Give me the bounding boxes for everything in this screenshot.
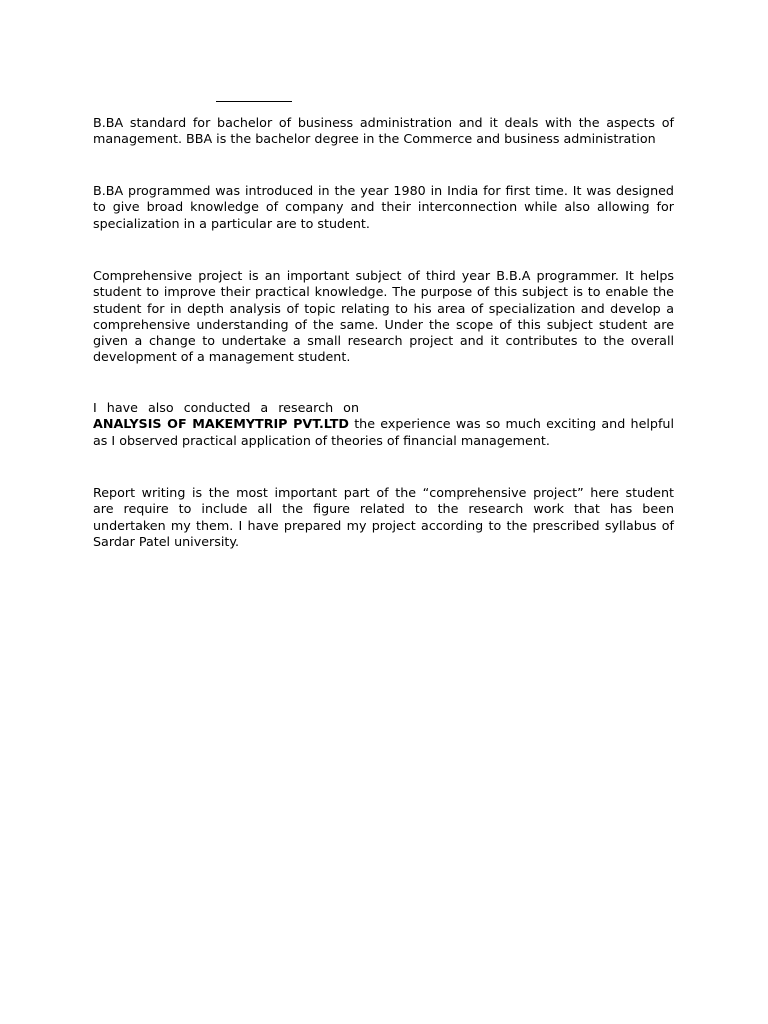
text-line: Comprehensive project is an important subject of third year B.B.A programmer. It helps [93,268,674,283]
research-title: ANALYSIS OF MAKEMYTRIP PVT.LTD [93,416,349,432]
text-line [93,416,674,432]
text-line: undertaken my them. I have prepared my project according to the prescribed syllabus of [93,517,674,533]
text-line: comprehensive understanding of the same. Under the scope of this subject student are [93,316,674,332]
text-line: student for in depth analysis of topic relating to his area of specialization and develop a [93,300,674,316]
text-line: Sardar Patel university. [93,533,240,549]
text-line: I have also conducted a research on [93,400,359,415]
text-run: the experience was so much exciting and helpful [348,416,674,432]
text-line: specialization in a particular are to student. [93,215,370,231]
paragraph-bba-definition [93,115,674,148]
text-line: B.BA standard for bachelor of business administration and it deals with the aspects of [93,115,674,130]
text-line: Report writing is the most important part of the “comprehensive project” here student [93,485,674,500]
text-line: student to improve their practical knowledge. The purpose of this subject is to enable the [93,284,674,300]
paragraph-report-writing [93,485,674,550]
text-line: as I observed practical application of theories of financial management. [93,432,550,448]
text-line: are require to include all the figure related to the research work that has been [93,501,674,517]
paragraph-comprehensive-project [93,268,674,366]
text-line: management. BBA is the bachelor degree in the Commerce and business administration [93,131,656,147]
paragraph-research [93,400,674,449]
paragraph-bba-history [93,183,674,232]
text-line: B.BA programmed was introduced in the year 1980 in India for first time. It was designed [93,183,674,198]
text-line: development of a management student. [93,349,351,365]
title-underline [216,101,292,102]
text-line: to give broad knowledge of company and their interconnection while also allowing for [93,199,674,215]
text-line: given a change to undertake a small research project and it contributes to the overall [93,333,674,348]
